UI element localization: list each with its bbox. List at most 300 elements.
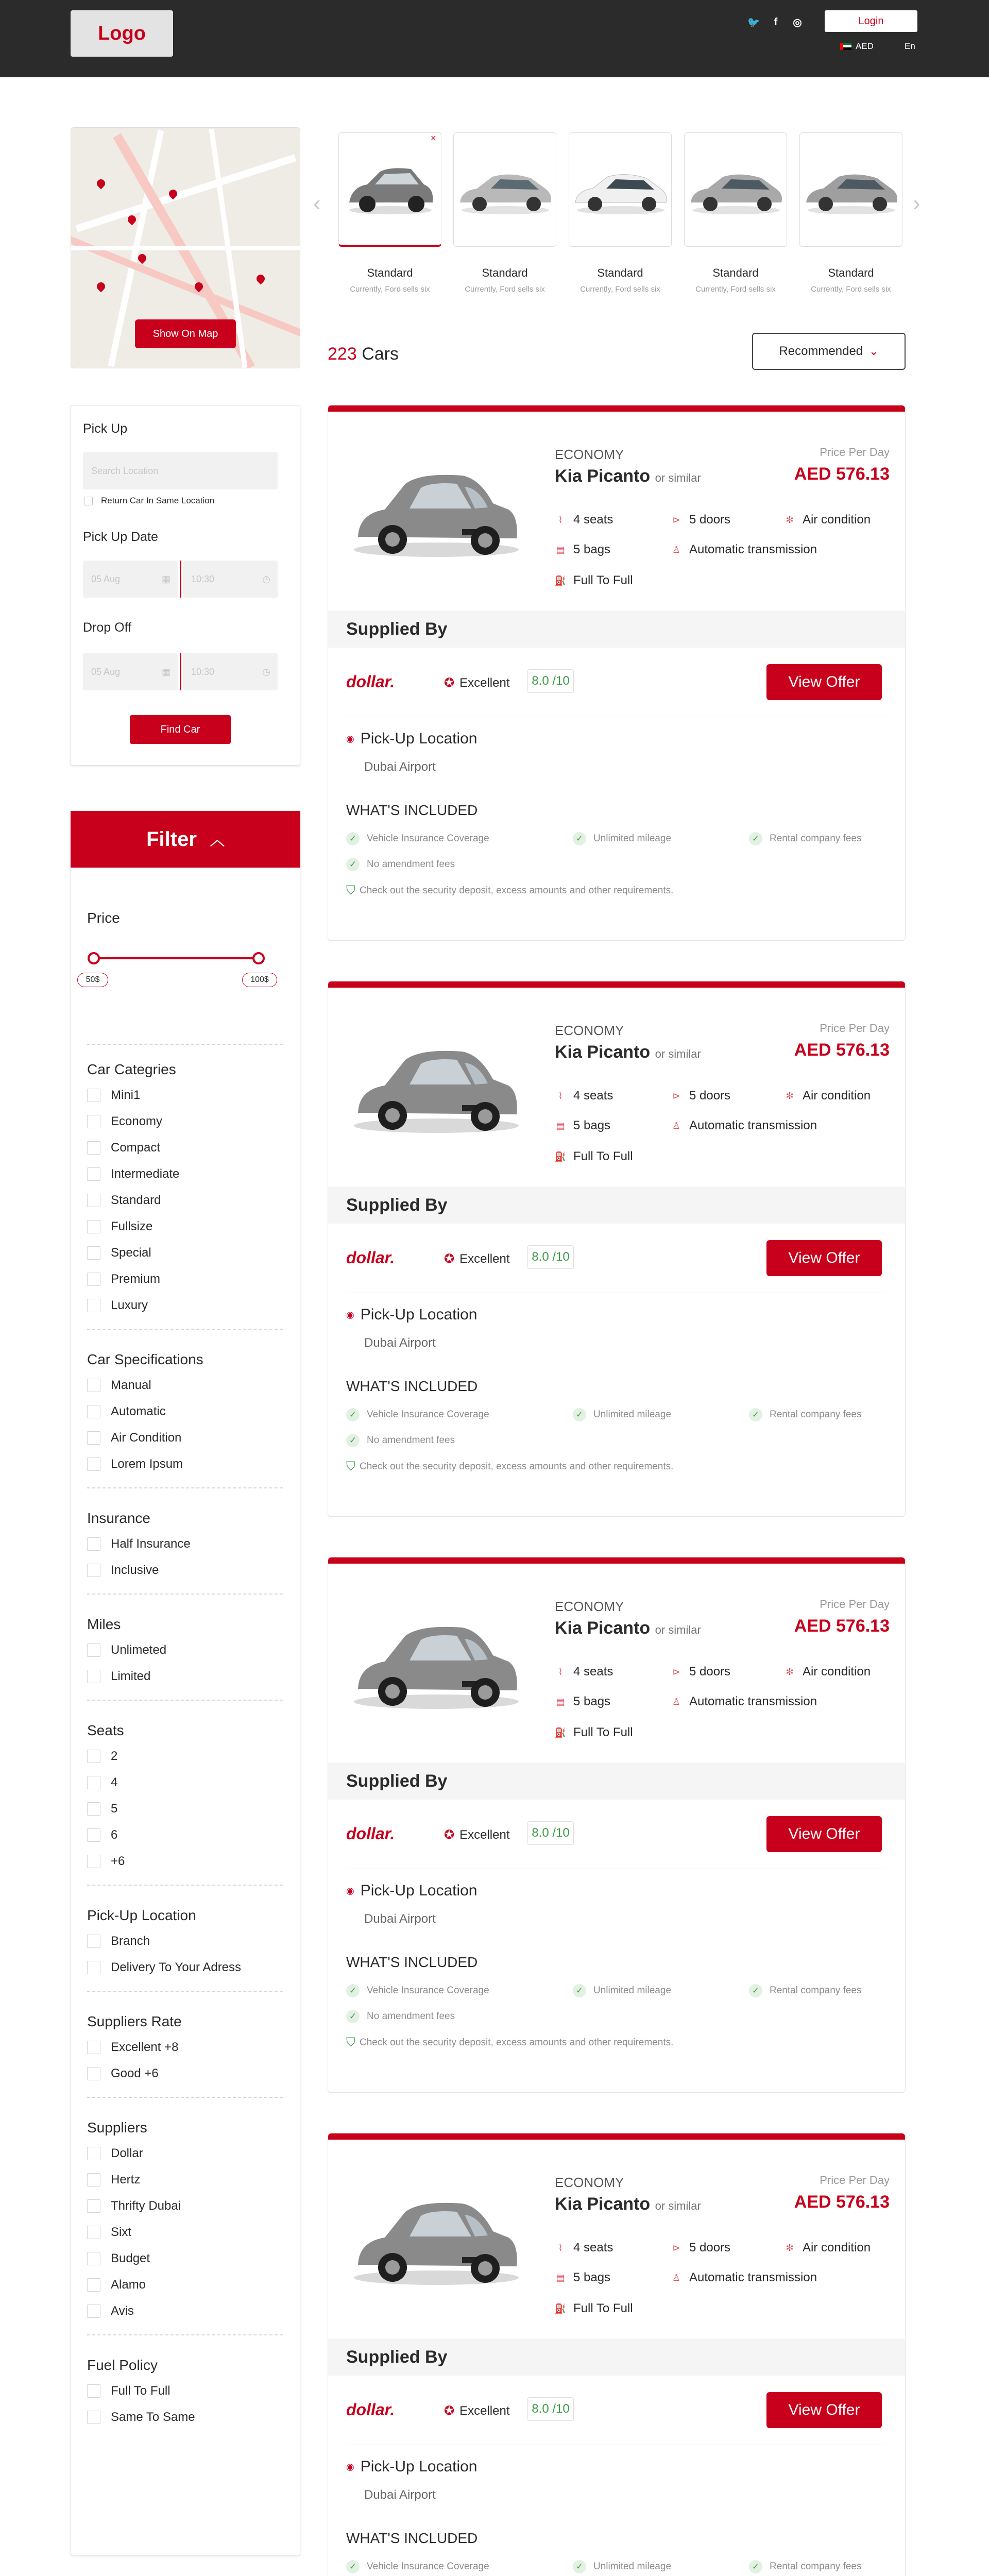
- filter-option-label: Economy: [111, 1114, 163, 1128]
- category-card[interactable]: [338, 132, 441, 247]
- checkbox[interactable]: [87, 1115, 100, 1128]
- car-image: [344, 1028, 529, 1141]
- checkbox[interactable]: [87, 2226, 100, 2239]
- filter-option-label: Standard: [111, 1193, 161, 1207]
- seat-icon: ⌇: [558, 1090, 563, 1101]
- car-image: [454, 133, 557, 236]
- filter-option[interactable]: [87, 1669, 150, 1684]
- included-label: Rental company fees: [770, 833, 862, 844]
- price-min-value: 50$: [77, 973, 108, 987]
- category-subtitle: Currently, Ford sells six: [811, 285, 891, 294]
- checkbox[interactable]: [87, 1750, 100, 1763]
- divider: [180, 561, 181, 598]
- map-pin-icon[interactable]: [255, 273, 267, 285]
- price-slider-track[interactable]: [94, 957, 259, 959]
- car-model: [555, 466, 701, 486]
- feature-bags: [555, 543, 610, 557]
- check-icon: ✓: [346, 1434, 360, 1447]
- filter-option[interactable]: [87, 2066, 159, 2081]
- card-accent-bar: [328, 1557, 905, 1564]
- divider: [87, 1329, 283, 1330]
- location-pin-icon: ◉: [346, 1309, 354, 1320]
- check-icon: ✓: [346, 1984, 360, 1997]
- feature-label: Automatic transmission: [689, 543, 817, 556]
- feature-label: 4 seats: [573, 2241, 613, 2255]
- location-pin-icon: ◉: [346, 2461, 354, 2472]
- checkbox[interactable]: [87, 2067, 100, 2080]
- filter-option[interactable]: [87, 2225, 131, 2240]
- snowflake-icon: ✻: [786, 2242, 794, 2253]
- currency-selector[interactable]: [840, 41, 874, 52]
- dropoff-date-input[interactable]: [83, 653, 178, 690]
- car-model-name: Kia Picanto: [555, 466, 651, 486]
- filter-option[interactable]: [87, 1219, 152, 1234]
- feature-label: Automatic transmission: [689, 2270, 817, 2284]
- car-image: [344, 2180, 529, 2293]
- check-icon: ✓: [749, 1408, 762, 1421]
- calendar-icon: ▦: [161, 666, 170, 677]
- supplied-by-title: Supplied By: [346, 1195, 448, 1215]
- checkbox[interactable]: [87, 1167, 100, 1181]
- price-label: Price: [87, 910, 120, 926]
- rating-score: 8.0 /10: [527, 1821, 574, 1845]
- filter-option-label: Budget: [111, 2251, 150, 2265]
- price-label: Price Per Day: [820, 446, 890, 459]
- security-note[interactable]: [346, 1460, 673, 1474]
- pickup-date-label: Pick Up Date: [83, 530, 158, 544]
- sort-dropdown[interactable]: [752, 333, 906, 370]
- pickup-title: Pick-Up Location: [360, 2458, 478, 2475]
- filter-option-label: Fullsize: [111, 1219, 153, 1233]
- included-item: [749, 1408, 862, 1421]
- price-value: AED 576.13: [794, 1040, 890, 1060]
- car-model: [555, 2194, 701, 2214]
- price-label: Price Per Day: [820, 1022, 890, 1035]
- feature-label: Full To Full: [573, 573, 633, 587]
- security-note-text: Check out the security deposit, excess amounts and other requirements.: [360, 2037, 674, 2048]
- filter-header[interactable]: [71, 811, 300, 868]
- pickup-location: [346, 1882, 478, 1900]
- snowflake-icon: ✻: [786, 514, 794, 525]
- filter-option[interactable]: [87, 1141, 160, 1155]
- pickup-label: Pick Up: [83, 421, 128, 436]
- filter-option-label: Thrifty Dubai: [111, 2199, 181, 2213]
- dropoff-date-value: 05 Aug: [91, 666, 121, 677]
- included-label: Rental company fees: [770, 1409, 862, 1420]
- filter-option[interactable]: [87, 1457, 183, 1471]
- feature-seats: [555, 2241, 613, 2255]
- filter-option[interactable]: [87, 2278, 146, 2292]
- price-value: AED 576.13: [794, 1616, 890, 1636]
- filter-option[interactable]: [87, 2146, 143, 2161]
- door-icon: ⊳: [672, 1666, 680, 1677]
- category-name: Standard: [712, 266, 759, 279]
- included-item: [573, 2560, 671, 2573]
- filter-option[interactable]: [87, 2040, 178, 2055]
- bag-icon: ▤: [556, 544, 565, 555]
- shield-check-icon: ⛉: [346, 884, 355, 897]
- feature-transmission: [671, 2270, 817, 2285]
- price-value: AED 576.13: [794, 464, 890, 484]
- shield-check-icon: ⛉: [346, 1460, 355, 1473]
- included-label: Unlimited mileage: [593, 833, 672, 844]
- feature-ac: [784, 2241, 871, 2255]
- car-similar: or similar: [655, 1047, 701, 1060]
- car-class: ECONOMY: [555, 1023, 624, 1038]
- filter-option[interactable]: [87, 1404, 166, 1419]
- filter-option[interactable]: [87, 1193, 161, 1208]
- divider: [87, 1700, 283, 1701]
- view-offer-button[interactable]: View Offer: [766, 2392, 882, 2428]
- chevron-up-icon: ︿: [210, 832, 225, 848]
- feature-bags: [555, 1694, 610, 1709]
- filter-option-label: Mini1: [111, 1088, 141, 1102]
- checkbox[interactable]: [87, 1537, 100, 1551]
- check-icon: ✓: [346, 2560, 360, 2573]
- security-note[interactable]: [346, 2036, 673, 2050]
- filter-option[interactable]: [87, 2173, 140, 2187]
- filter-option-label: Compact: [111, 1141, 161, 1155]
- feature-label: Full To Full: [573, 1149, 633, 1163]
- filter-option[interactable]: [87, 1775, 117, 1790]
- rating-label: Excellent: [459, 675, 510, 690]
- supplier-rating: [444, 1827, 510, 1842]
- filter-option[interactable]: [87, 1563, 159, 1578]
- security-note-text: Check out the security deposit, excess amounts and other requirements.: [360, 1461, 674, 1472]
- filter-option-label: Delivery To Your Adress: [111, 1960, 242, 1974]
- seat-icon: ⌇: [558, 514, 563, 525]
- car-class: ECONOMY: [555, 447, 624, 462]
- checkbox[interactable]: [87, 2304, 100, 2318]
- filter-option[interactable]: [87, 1537, 191, 1551]
- card-accent-bar: [328, 405, 905, 412]
- pickup-title: Pick-Up Location: [360, 1882, 478, 1899]
- filter-option[interactable]: [87, 1272, 160, 1286]
- shield-check-icon: ⛉: [346, 2036, 355, 2049]
- price-slider-min-handle[interactable]: [88, 952, 100, 964]
- language-selector[interactable]: En: [905, 41, 915, 51]
- feature-seats: [555, 513, 613, 527]
- filter-option[interactable]: [87, 2304, 134, 2318]
- filter-option-label: Avis: [111, 2304, 134, 2318]
- filter-option-label: 5: [111, 1802, 118, 1816]
- feature-bags: [555, 1118, 610, 1133]
- included-label: Rental company fees: [770, 1985, 862, 1996]
- feature-doors: [671, 2241, 730, 2255]
- dropoff-label: Drop Off: [83, 620, 132, 635]
- results-count-number: 223: [328, 344, 357, 364]
- uae-flag-icon: [840, 43, 851, 50]
- location-pin-icon: ◉: [346, 733, 354, 744]
- check-icon: ✓: [573, 1984, 586, 1997]
- checkbox[interactable]: [87, 2041, 100, 2054]
- divider: [87, 2097, 283, 2098]
- feature-transmission: [671, 1118, 817, 1133]
- close-icon[interactable]: ×: [431, 133, 436, 143]
- checkbox[interactable]: [87, 1194, 100, 1207]
- filter-option[interactable]: [87, 1802, 117, 1816]
- filter-group-title: Car Categries: [87, 1061, 176, 1077]
- carousel-next-icon[interactable]: ›: [913, 191, 920, 216]
- checkbox[interactable]: [87, 1246, 100, 1260]
- filter-option[interactable]: [87, 1749, 117, 1764]
- feature-label: 5 doors: [689, 2241, 731, 2255]
- checkbox[interactable]: [87, 1643, 100, 1657]
- checkbox[interactable]: [87, 1564, 100, 1577]
- check-icon: ✓: [573, 2560, 586, 2573]
- filter-option-label: Half Insurance: [111, 1537, 191, 1551]
- included-label: Unlimited mileage: [593, 1985, 672, 1996]
- checkbox[interactable]: [87, 1458, 100, 1471]
- seat-icon: ⌇: [558, 1666, 563, 1677]
- check-icon: ✓: [346, 832, 360, 845]
- checkbox[interactable]: [87, 2147, 100, 2160]
- feature-ac: [784, 1089, 871, 1103]
- checkbox[interactable]: [87, 1220, 100, 1233]
- filter-option-label: Premium: [111, 1272, 161, 1286]
- checkbox[interactable]: [87, 1935, 100, 1948]
- listing-card: [328, 405, 906, 941]
- check-icon: ✓: [749, 1984, 762, 1997]
- included-label: Vehicle Insurance Coverage: [367, 2561, 489, 2572]
- results-count: [328, 344, 399, 364]
- filter-option[interactable]: [87, 2199, 181, 2213]
- checkbox[interactable]: [87, 1776, 100, 1789]
- filter-option[interactable]: [87, 2384, 170, 2398]
- included-item: [346, 858, 455, 871]
- included-item: [346, 2010, 455, 2023]
- gear-shift-icon: ♙: [672, 2272, 681, 2283]
- category-name: Standard: [597, 266, 643, 279]
- checkbox[interactable]: [87, 1273, 100, 1286]
- badge-icon: ✪: [444, 676, 455, 690]
- calendar-icon: ▦: [161, 573, 170, 584]
- included-label: Vehicle Insurance Coverage: [367, 1409, 489, 1420]
- filter-option[interactable]: [87, 1246, 151, 1260]
- filter-group-title: Suppliers Rate: [87, 2013, 182, 2029]
- fuel-icon: ⛽: [554, 1151, 567, 1162]
- fuel-icon: ⛽: [554, 1727, 567, 1738]
- divider: [87, 2334, 283, 2335]
- checkbox[interactable]: [87, 2384, 100, 2398]
- filter-option-label: Full To Full: [111, 2384, 170, 2398]
- pickup-time-input[interactable]: [183, 561, 278, 598]
- pickup-date-value: 05 Aug: [91, 573, 121, 584]
- supplied-by-title: Supplied By: [346, 2347, 448, 2367]
- feature-label: 5 doors: [689, 1665, 731, 1679]
- filter-option[interactable]: [87, 1643, 166, 1657]
- checkbox[interactable]: [87, 2252, 100, 2265]
- filter-group-title: Insurance: [87, 1510, 150, 1526]
- filter-option-label: Alamo: [111, 2278, 146, 2292]
- car-class: ECONOMY: [555, 1599, 624, 1614]
- included-item: [346, 2560, 489, 2573]
- category-card[interactable]: [799, 132, 902, 247]
- filter-option[interactable]: [87, 1114, 162, 1129]
- gear-shift-icon: ♙: [672, 1696, 681, 1707]
- map-pin-icon[interactable]: [95, 178, 107, 190]
- feature-label: Air condition: [803, 513, 871, 527]
- price-slider-max-handle[interactable]: [252, 952, 265, 964]
- filter-option[interactable]: [87, 1088, 140, 1103]
- checkbox[interactable]: [87, 1379, 100, 1392]
- filter-option[interactable]: [87, 2251, 150, 2266]
- supplier-logo: dollar.: [346, 1824, 395, 1843]
- bag-icon: ▤: [556, 1120, 565, 1131]
- included-title: WHAT'S INCLUDED: [346, 1378, 478, 1394]
- logo[interactable]: Logo: [71, 10, 173, 57]
- view-offer-button[interactable]: View Offer: [766, 664, 882, 700]
- check-icon: ✓: [346, 858, 360, 871]
- checkbox[interactable]: [87, 1961, 100, 1974]
- feature-transmission: [671, 543, 817, 557]
- feature-fuel: [555, 2301, 633, 2316]
- filter-option[interactable]: [87, 1934, 150, 1948]
- login-button[interactable]: Login: [825, 10, 917, 32]
- sort-value: Recommended: [779, 344, 863, 358]
- check-icon: ✓: [346, 1408, 360, 1421]
- feature-label: 5 doors: [689, 1089, 731, 1103]
- category-card[interactable]: [684, 132, 787, 247]
- snowflake-icon: ✻: [786, 1666, 794, 1677]
- check-icon: ✓: [346, 2010, 360, 2023]
- feature-label: Automatic transmission: [689, 1694, 817, 1708]
- filter-option-label: Unlimeted: [111, 1643, 167, 1657]
- filter-option-label: 4: [111, 1775, 118, 1789]
- included-item: [346, 832, 489, 845]
- carousel-prev-icon[interactable]: ‹: [313, 191, 321, 216]
- pickup-location-input[interactable]: Search Location: [83, 452, 278, 489]
- filter-option[interactable]: [87, 1298, 148, 1313]
- checkbox[interactable]: [87, 2199, 100, 2213]
- car-image: [800, 133, 903, 236]
- checkbox[interactable]: [87, 1802, 100, 1816]
- security-note-text: Check out the security deposit, excess amounts and other requirements.: [360, 885, 674, 896]
- supplier-logo: dollar.: [346, 672, 395, 691]
- instagram-icon[interactable]: ◎: [793, 16, 802, 28]
- filter-option[interactable]: [87, 1828, 117, 1842]
- included-item: [573, 832, 671, 845]
- included-label: Rental company fees: [770, 2561, 862, 2572]
- category-subtitle: Currently, Ford sells six: [465, 285, 545, 294]
- divider: [87, 1885, 283, 1886]
- show-on-map-button[interactable]: Show On Map: [135, 319, 236, 348]
- price-label: Price Per Day: [820, 2174, 890, 2187]
- clock-icon: ◷: [262, 666, 270, 677]
- supplied-by-title: Supplied By: [346, 1771, 448, 1791]
- view-offer-button[interactable]: View Offer: [766, 1240, 882, 1276]
- checkbox[interactable]: [87, 2173, 100, 2187]
- checkbox[interactable]: [87, 2278, 100, 2292]
- supplier-rating: [444, 2403, 510, 2418]
- category-card[interactable]: [569, 132, 672, 247]
- filter-group-title: Miles: [87, 1616, 121, 1632]
- filter-group-title: Seats: [87, 1722, 124, 1738]
- fuel-icon: ⛽: [554, 575, 567, 586]
- results-count-label: Cars: [362, 344, 399, 364]
- price-max-value: 100$: [242, 973, 277, 987]
- divider: [87, 1044, 283, 1045]
- checkbox[interactable]: [87, 1828, 100, 1842]
- car-image: [344, 1604, 529, 1717]
- included-label: No amendment fees: [367, 2011, 455, 2022]
- category-name: Standard: [482, 266, 528, 279]
- filter-option[interactable]: [87, 1167, 179, 1181]
- filter-option[interactable]: [87, 1431, 181, 1445]
- checkbox[interactable]: [87, 1670, 100, 1683]
- feature-seats: [555, 1089, 613, 1103]
- twitter-icon[interactable]: 🐦: [747, 16, 760, 28]
- checkbox[interactable]: [87, 1855, 100, 1868]
- map-pin-icon[interactable]: [95, 281, 107, 293]
- included-item: [346, 1408, 489, 1421]
- return-same-location-checkbox[interactable]: [84, 496, 214, 506]
- checkbox[interactable]: [87, 1141, 100, 1155]
- included-title: WHAT'S INCLUDED: [346, 2530, 478, 2546]
- category-card[interactable]: [453, 132, 556, 247]
- dropoff-time-value: 10:30: [191, 666, 215, 677]
- checkbox[interactable]: [84, 497, 93, 505]
- feature-label: Air condition: [803, 1089, 871, 1103]
- check-icon: ✓: [573, 1408, 586, 1421]
- included-item: [749, 1984, 862, 1997]
- filter-option[interactable]: [87, 1854, 125, 1869]
- car-similar: or similar: [655, 471, 701, 484]
- door-icon: ⊳: [672, 2242, 680, 2253]
- feature-ac: [784, 1665, 871, 1679]
- rating-label: Excellent: [459, 1827, 510, 1842]
- bag-icon: ▤: [556, 1696, 565, 1707]
- car-model: [555, 1042, 701, 1062]
- dropoff-time-input[interactable]: [183, 653, 278, 690]
- pickup-location: [346, 730, 478, 748]
- divider: [87, 1487, 283, 1488]
- included-item: [749, 832, 862, 845]
- pickup-location: [346, 2458, 478, 2476]
- feature-doors: [671, 1089, 730, 1103]
- map-pin-icon[interactable]: [137, 252, 148, 264]
- listing-card: [328, 1557, 906, 2093]
- checkbox[interactable]: [87, 1299, 100, 1312]
- card-accent-bar: [328, 981, 905, 988]
- checkbox[interactable]: [87, 1405, 100, 1418]
- checkbox[interactable]: [87, 1089, 100, 1102]
- feature-transmission: [671, 1694, 817, 1709]
- feature-label: 5 doors: [689, 513, 731, 527]
- car-image: [685, 133, 788, 236]
- filter-option[interactable]: [87, 2410, 195, 2425]
- filter-option-label: 2: [111, 1749, 118, 1763]
- feature-label: Air condition: [803, 1665, 871, 1679]
- feature-label: 5 bags: [573, 543, 611, 556]
- included-label: Unlimited mileage: [593, 2561, 672, 2572]
- check-icon: ✓: [573, 832, 586, 845]
- filter-option-label: +6: [111, 1854, 125, 1868]
- feature-seats: [555, 1665, 613, 1679]
- pickup-date-input[interactable]: [83, 561, 178, 598]
- find-car-button[interactable]: Find Car: [130, 715, 231, 744]
- filter-option[interactable]: [87, 1378, 151, 1393]
- filter-option-label: Intermediate: [111, 1167, 180, 1181]
- checkbox[interactable]: [87, 1431, 100, 1445]
- supplier-rating: [444, 675, 510, 690]
- view-offer-button[interactable]: View Offer: [766, 1816, 882, 1852]
- security-note[interactable]: [346, 884, 673, 898]
- filter-option-label: Hertz: [111, 2173, 141, 2187]
- facebook-icon[interactable]: f: [774, 16, 778, 28]
- filter-option[interactable]: [87, 1960, 241, 1975]
- checkbox[interactable]: [87, 2411, 100, 2424]
